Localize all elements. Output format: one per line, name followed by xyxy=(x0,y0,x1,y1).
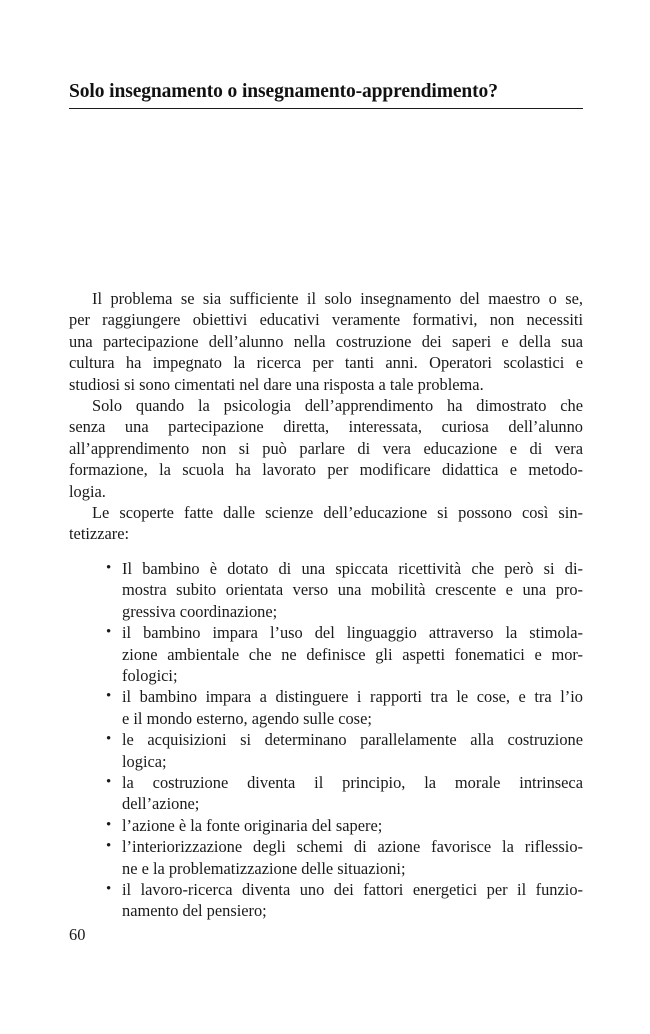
text-line: tetizzare: xyxy=(69,524,130,544)
bullet-point-icon: • xyxy=(106,880,112,897)
text-line: il lavoro-ricerca diventa uno dei fattori energetici per il funzio- xyxy=(122,879,583,899)
text-line xyxy=(69,502,583,523)
bullet-point-icon: • xyxy=(106,773,112,790)
text-line: il bambino impara a distinguere i rapporti tra le cose, e tra l’io xyxy=(122,687,583,707)
text-line xyxy=(69,395,583,416)
bullet-point-icon: • xyxy=(106,838,112,855)
line-text: Le scoperte fatte dalle scienze dell’educazione si possono così sin- xyxy=(92,503,583,523)
text-line: dell’azione; xyxy=(122,794,200,814)
text-line: logica; xyxy=(122,751,167,771)
text-line: all’apprendimento non si può parlare di vera educazione e di vera xyxy=(69,438,583,458)
text-line: la costruzione diventa il principio, la morale intrinseca xyxy=(122,772,583,792)
paragraph xyxy=(69,288,583,395)
text-line: una partecipazione dell’alunno nella costruzione dei saperi e della sua xyxy=(69,331,583,351)
text-line: logia. xyxy=(69,481,106,501)
text-line: cultura ha impegnato la ricerca per tanti anni. Operatori scolastici e xyxy=(69,353,583,373)
text-line: studiosi si sono cimentati nel dare una risposta a tale problema. xyxy=(69,374,484,394)
text-line: fologici; xyxy=(122,665,178,685)
text-line: il bambino impara l’uso del linguaggio attraverso la stimola- xyxy=(122,623,583,643)
text-line: zione ambientale che ne definisce gli aspetti fonematici e mor- xyxy=(122,644,583,664)
page-number: 60 xyxy=(69,925,86,944)
text-line: gressiva coordinazione; xyxy=(122,601,278,621)
text-line: Il bambino è dotato di una spiccata ricettività che però si di- xyxy=(122,558,583,578)
list-item xyxy=(69,622,583,686)
list-item xyxy=(69,686,583,729)
paragraph-group xyxy=(69,288,583,545)
page-title: Solo insegnamento o insegnamento-apprendimento? xyxy=(69,81,498,102)
paragraph xyxy=(69,502,583,545)
text-line: e il mondo esterno, agendo sulle cose; xyxy=(122,708,372,728)
line-text: Solo quando la psicologia dell’apprendimento ha dimostrato che xyxy=(92,396,583,416)
text-line: namento del pensiero; xyxy=(122,901,267,921)
bullet-list xyxy=(69,558,583,922)
text-line: ne e la problematizzazione delle situazioni; xyxy=(122,858,406,878)
list-item xyxy=(69,815,583,836)
text-line: formazione, la scuola ha lavorato per modificare didattica e metodo- xyxy=(69,460,583,480)
title-divider-rule xyxy=(69,108,583,109)
list-item xyxy=(69,836,583,879)
list-item xyxy=(69,729,583,772)
paragraph xyxy=(69,395,583,502)
line-text: Il problema se sia sufficiente il solo insegnamento del maestro o se, xyxy=(92,289,583,308)
bullet-point-icon: • xyxy=(106,688,112,705)
text-line: mostra subito orientata verso una mobilità crescente e una pro- xyxy=(122,580,583,600)
text-line xyxy=(69,288,583,309)
bullet-point-icon: • xyxy=(106,731,112,748)
text-line: l’azione è la fonte originaria del sapere; xyxy=(122,815,383,835)
list-item xyxy=(69,558,583,622)
title-block xyxy=(69,80,583,109)
list-item xyxy=(69,879,583,922)
bullet-point-icon: • xyxy=(106,624,112,641)
text-line: l’interiorizzazione degli schemi di azione favorisce la riflessio- xyxy=(122,837,583,857)
text-line: per raggiungere obiettivi educativi veramente formativi, non necessiti xyxy=(69,310,583,330)
bullet-point-icon: • xyxy=(106,816,112,833)
body-text-column xyxy=(69,288,583,922)
bullet-point-icon: • xyxy=(106,559,112,576)
list-item xyxy=(69,772,583,815)
text-line: senza una partecipazione diretta, interessata, curiosa dell’alunno xyxy=(69,417,583,437)
text-line: le acquisizioni si determinano parallelamente alla costruzione xyxy=(122,730,583,750)
